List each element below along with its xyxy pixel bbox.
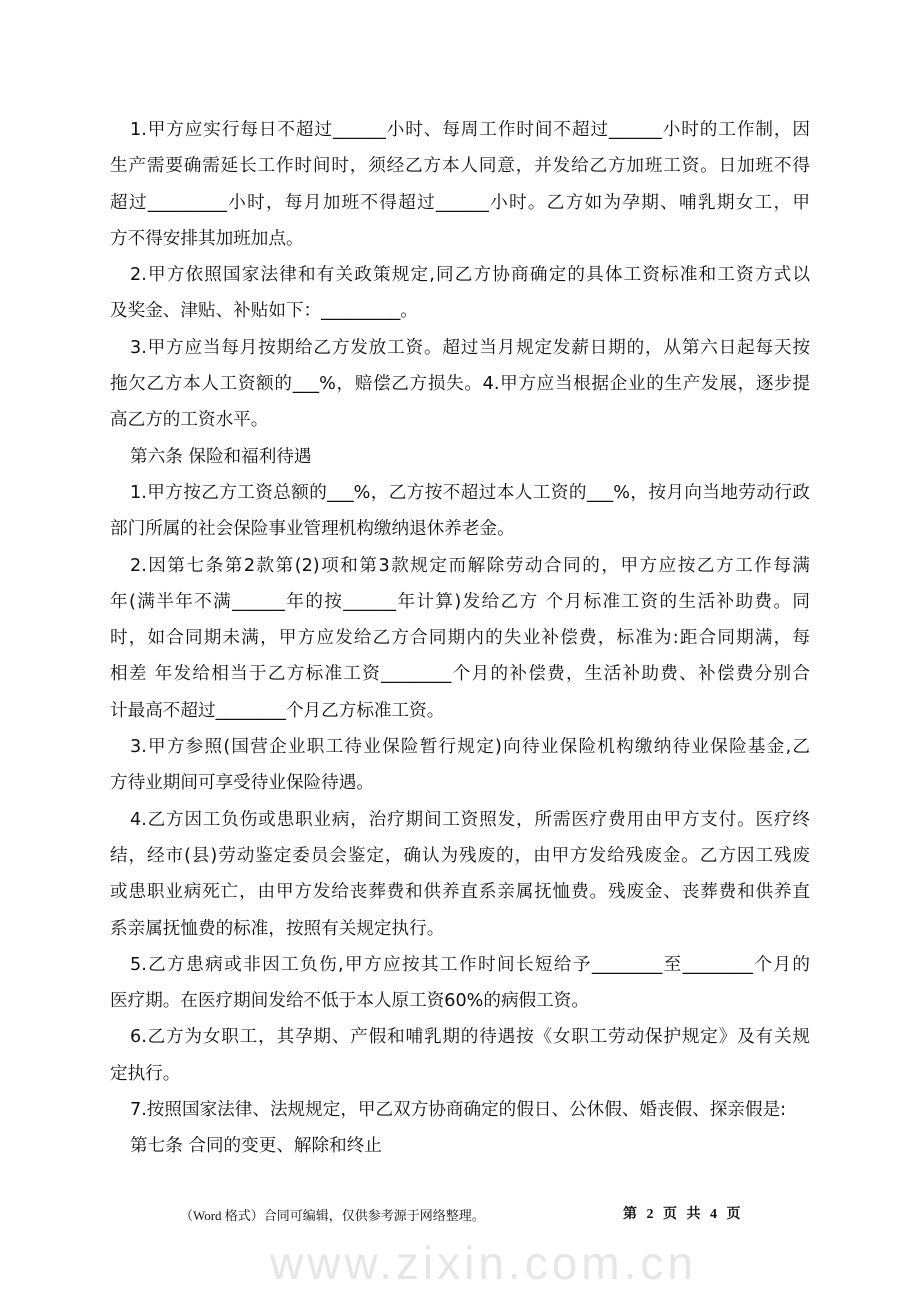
paragraph [110,117,810,262]
text-line: 6.乙方为女职工，其孕期、产假和哺乳期的待遇按《女职工劳动保护规定》及有关规 [130,1027,810,1048]
paragraph [110,734,810,807]
paragraph [110,335,810,444]
text-line: 2.因第七条第2款第(2)项和第3款规定而解除劳动合同的，甲方应按乙方工作每满 [130,555,810,576]
paragraph [110,553,810,734]
text-line: 或患职业病死亡，由甲方发给丧葬费和供养直系亲属抚恤费。残废金、丧葬费和供养直 [110,882,810,903]
paragraph [110,952,810,1025]
paragraph [110,1024,810,1097]
paragraph [110,807,810,952]
text-line: 第七条 合同的变更、解除和终止 [130,1136,382,1157]
paragraph [110,1097,810,1133]
footer-note: （Word 格式）合同可编辑，仅供参考源于网络整理。 [180,1208,485,1223]
text-line: 第六条 保险和福利待遇 [130,446,312,467]
document-body [110,117,810,1170]
text-line: 3.甲方应当每月按期给乙方发放工资。超过当月规定发薪日期的，从第六日起每天按 [130,337,810,358]
paragraph [110,262,810,335]
text-line: 定执行。 [110,1063,181,1084]
text-line: 系亲属抚恤费的标准，按照有关规定执行。 [110,918,445,939]
text-line: 1.甲方按乙方工资总额的___%，乙方按不超过本人工资的___%，按月向当地劳动行政 [130,482,810,503]
text-line: 超过_________小时，每月加班不得超过______小时。乙方如为孕期、哺乳期女工，甲 [110,192,810,213]
text-line: 4.乙方因工负伤或患职业病，治疗期间工资照发，所需医疗费用由甲方支付。医疗终 [130,809,810,830]
text-line: 结，经市(县)劳动鉴定委员会鉴定，确认为残废的，由甲方发给残废金。乙方因工残废 [110,845,810,866]
paragraph [110,480,810,553]
text-line: 1.甲方应实行每日不超过______小时、每周工作时间不超过______小时的工作制，因 [130,120,810,140]
text-line: 生产需要确需延长工作时间时，须经乙方本人同意，并发给乙方加班工资。日加班不得 [110,156,810,177]
text-line: 年(满半年不满______年的按______年计算)发给乙方 个月标准工资的生活补助费。同 [110,591,810,612]
text-line: 计最高不超过________个月乙方标准工资。 [110,700,445,721]
text-line: 方不得安排其加班加点。 [110,228,304,249]
text-line: 2.甲方依照国家法律和有关政策规定,同乙方协商确定的具体工资标准和工资方式以 [130,265,810,286]
text-line: 拖欠乙方本人工资额的___%，赔偿乙方损失。4.甲方应当根据企业的生产发展，逐步提 [110,374,810,395]
text-line: 3.甲方参照(国营企业职工待业保险暂行规定)向待业保险机构缴纳待业保险基金,乙 [130,737,810,758]
text-line: 医疗期。在医疗期间发给不低于本人原工资60%的病假工资。 [110,991,589,1012]
text-line: 相差 年发给相当于乙方标准工资________个月的补偿费，生活补助费、补偿费分别合 [110,664,810,685]
text-line: 及奖金、津贴、补贴如下：_________。 [110,301,418,322]
text-line: 时，如合同期未满，甲方应发给乙方合同期内的失业补偿费，标准为:距合同期满，每 [110,628,810,649]
text-line: 方待业期间可享受待业保险待遇。 [110,773,374,794]
section-heading [110,1133,810,1169]
text-line: 部门所属的社会保险事业管理机构缴纳退休养老金。 [110,519,515,540]
text-line: 5.乙方患病或非因工负伤,甲方应按其工作时间长短给予________至________个月的 [130,954,810,975]
watermark: www.zixin.com.cn [270,1237,697,1289]
page-number: 第 2 页 共 4 页 [623,1207,744,1222]
section-heading [110,444,810,480]
text-line: 7.按照国家法律、法规规定，甲乙双方协商确定的假日、公休假、婚丧假、探亲假是: [130,1100,787,1121]
text-line: 高乙方的工资水平。 [110,410,269,431]
